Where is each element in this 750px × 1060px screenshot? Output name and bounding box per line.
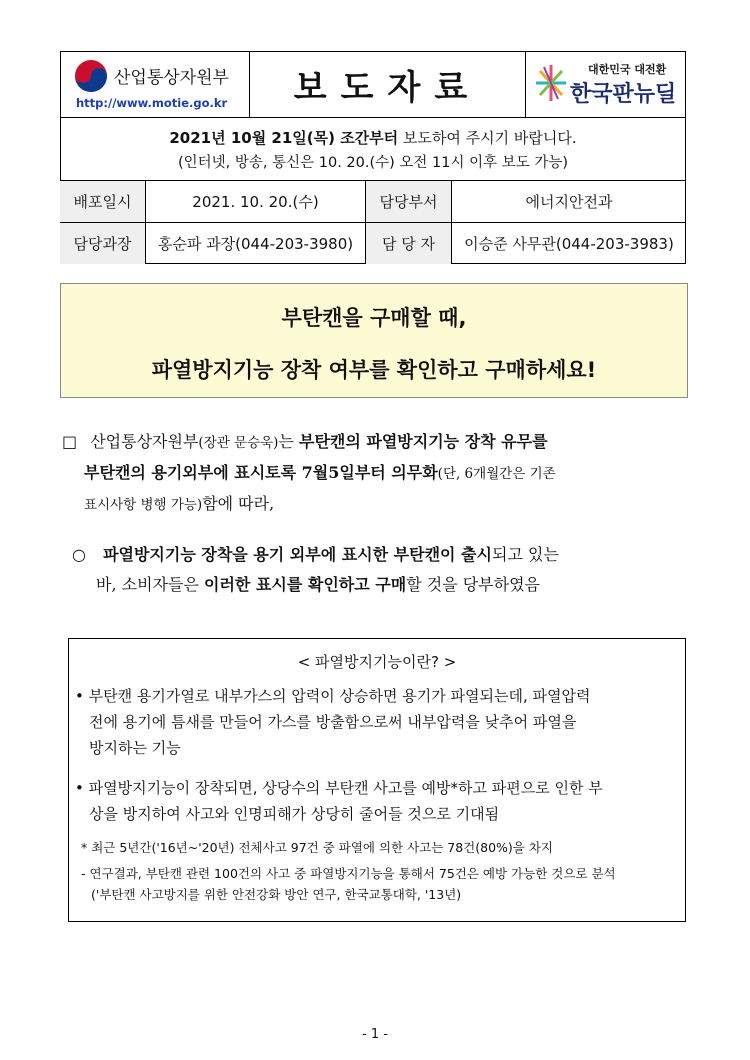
paragraph-sub xyxy=(72,540,692,600)
bullet2-line-2: 상을 방지하여 사고와 인명피해가 상당히 줄어들 것으로 기대됨 xyxy=(89,805,500,823)
headline-line-2: 파열방지기능 장착 여부를 확인하고 구매하세요! xyxy=(151,358,597,382)
para2-rest-2: 할 것을 당부하였음 xyxy=(406,575,541,594)
staff-label: 담 당 자 xyxy=(366,223,452,264)
bullet1-line-3: 방지하는 기능 xyxy=(89,739,181,757)
footnote-stat: * 최근 5년간('16년~'20년) 전체사고 97건 중 파열에 의한 사고는 78건(80%)을 차지 xyxy=(81,840,553,855)
taegeuk-emblem-icon xyxy=(74,59,108,93)
dept-label: 담당부서 xyxy=(366,181,452,222)
definition-bullet-2 xyxy=(75,775,679,827)
new-deal-star-icon xyxy=(534,63,568,103)
brand-title: 한국판뉴딜 xyxy=(570,82,677,107)
square-bullet-icon: □ xyxy=(62,432,78,451)
para1-bold-1: 부탄캔의 파열방지기능 장착 유무를 xyxy=(299,432,548,451)
manager-label: 담당과장 xyxy=(60,223,146,264)
headline-box xyxy=(60,283,688,398)
page-number: - 1 - xyxy=(362,1027,388,1042)
embargo-date: 2021년 10월 21일(목) 조간부터 xyxy=(169,129,399,147)
para1-bold-2: 부탄캔의 용기외부에 표시토록 7월5일부터 의무화 xyxy=(84,463,438,482)
definition-bullet-1 xyxy=(75,683,679,761)
para1-subject: 산업통상자원부 xyxy=(90,432,199,451)
para1-minister: (장관 문승욱) xyxy=(198,435,279,451)
embargo-notice xyxy=(60,117,686,179)
para2-bold-1: 파열방지기능 장착을 용기 외부에 표시한 부탄캔이 출시 xyxy=(103,545,492,564)
bullet1-line-1: 부탄캔 용기가열로 내부가스의 압력이 상승하면 용기가 파열되는데, 파열압력 xyxy=(88,687,591,705)
embargo-online-note: (인터넷, 방송, 통신은 10. 20.(수) 오전 11시 이후 보도 가능) xyxy=(177,155,569,171)
circle-bullet-icon: ○ xyxy=(72,545,86,564)
para2-start-2: 바, 소비자들은 xyxy=(96,575,204,594)
footnote-research xyxy=(81,863,681,905)
footnote-research-line-2: ('부탄캔 사고방지를 위한 안전강화 방안 연구, 한국교통대학, '13년) xyxy=(91,887,462,902)
dist-date-label: 배포일시 xyxy=(60,181,146,222)
staff-value: 이승준 사무관(044-203-3983) xyxy=(464,235,674,253)
ministry-logo-cell xyxy=(60,51,250,117)
para1-paren-2: 표시사항 병행 가능) xyxy=(84,497,203,513)
para1-paren-1: (단, 6개월간은 기존 xyxy=(437,466,556,482)
embargo-text: 보도하여 주시기 바랍니다. xyxy=(398,129,577,147)
para1-particle: 는 xyxy=(278,432,299,451)
dist-date-value: 2021. 10. 20.(수) xyxy=(146,181,366,222)
para2-bold-2: 이러한 표시를 확인하고 구매 xyxy=(204,575,407,594)
para2-rest-1: 되고 있는 xyxy=(491,545,559,564)
manager-value: 홍순파 과장(044-203-3980) xyxy=(146,223,366,264)
headline-line-1: 부탄캔을 구매할 때, xyxy=(281,306,467,330)
paragraph-main xyxy=(62,427,692,520)
footnote-research-line-1: - 연구결과, 부탄캔 관련 100건의 사고 중 파열방지기능을 통해서 75건은 예방 가능한 것으로 분석 xyxy=(81,866,616,881)
definition-title: < 파열방지기능이란? > xyxy=(297,653,457,671)
ministry-url-link[interactable]: http://www.motie.go.kr xyxy=(76,96,228,110)
dot-bullet-icon: • xyxy=(75,779,84,797)
bullet1-line-2: 전에 용기에 틈새를 만들어 가스를 방출함으로써 내부압력을 낮추어 파열을 xyxy=(89,713,577,731)
doc-type-title: 보도자료 xyxy=(293,67,482,108)
ministry-name: 산업통상자원부 xyxy=(114,68,229,88)
para1-ending: 함에 따라, xyxy=(202,494,275,513)
bullet2-line-1: 파열방지기능이 장착되면, 상당수의 부탄캔 사고를 예방*하고 파편으로 인한 부 xyxy=(88,779,603,797)
dot-bullet-icon: • xyxy=(75,687,84,705)
doc-type-cell xyxy=(250,51,526,117)
new-deal-logo xyxy=(528,55,684,113)
brand-subtitle: 대한민국 대전환 xyxy=(588,63,667,76)
dept-value: 에너지안전과 xyxy=(525,193,613,211)
definition-box xyxy=(68,638,686,922)
